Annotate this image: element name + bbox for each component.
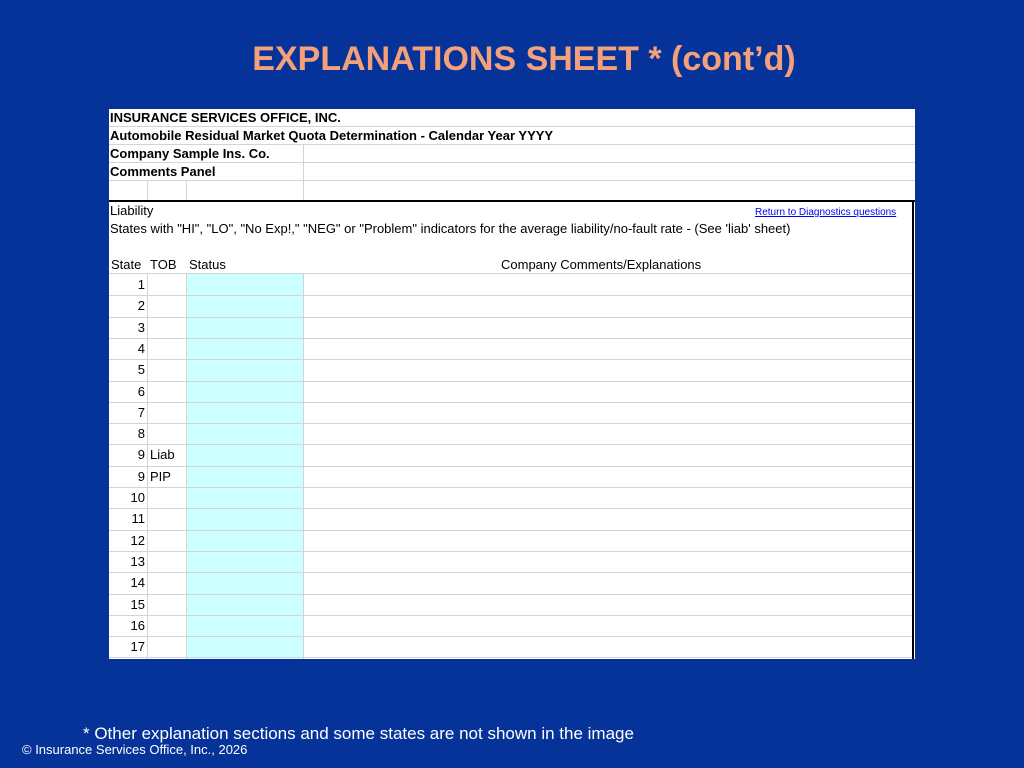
grid-line: [147, 180, 148, 200]
state-cell: 6: [137, 383, 145, 399]
grid-line: [109, 126, 915, 127]
report-title: Automobile Residual Market Quota Determination - Calendar Year YYYY: [110, 128, 554, 143]
grid-line: [303, 273, 304, 659]
grid-line: [147, 273, 148, 659]
state-cell: 10: [130, 490, 145, 505]
panel-name: Comments Panel: [110, 164, 216, 179]
grid-line: [109, 444, 912, 445]
state-cell: 9: [137, 447, 145, 463]
state-cell: 8: [137, 426, 145, 442]
grid-line: [186, 180, 187, 200]
state-cell: 4: [137, 340, 145, 356]
grid-line: [109, 636, 912, 637]
grid-line: [109, 295, 912, 296]
grid-line: [109, 144, 915, 145]
grid-line: [109, 551, 912, 552]
indicator-note: States with "HI", "LO", "No Exp!," "NEG" or "Problem" indicators for the average liability/no-fault rate - (See 'liab' sheet): [110, 221, 791, 236]
state-cell: 16: [130, 617, 145, 633]
section-border-right: [912, 200, 914, 659]
column-header-status: Status: [189, 257, 226, 272]
grid-line: [303, 144, 304, 200]
state-cell: 5: [137, 362, 145, 378]
state-cell: 14: [130, 575, 145, 591]
state-cell: 3: [137, 319, 145, 335]
company-name: Company Sample Ins. Co.: [110, 146, 270, 161]
state-cell: 9: [137, 468, 145, 484]
state-cell: 7: [137, 404, 145, 420]
grid-line: [109, 338, 912, 339]
state-cell: 11: [131, 511, 145, 527]
grid-line: [109, 180, 915, 181]
grid-line: [109, 317, 912, 318]
section-border-top: [109, 200, 915, 202]
grid-line: [109, 508, 912, 509]
state-cell: 12: [130, 532, 145, 548]
tob-cell: Liab: [150, 447, 175, 463]
grid-line: [109, 657, 912, 658]
grid-line: [109, 594, 912, 595]
column-header-state: State: [111, 257, 142, 272]
state-cell: 2: [137, 298, 145, 314]
grid-line: [109, 423, 912, 424]
grid-line: [109, 615, 912, 616]
grid-line: [109, 487, 912, 488]
column-header-tob: TOB: [150, 257, 177, 272]
state-cell: 13: [130, 553, 145, 569]
section-label: Liability: [110, 203, 154, 218]
grid-line: [109, 402, 912, 403]
grid-line: [109, 381, 912, 382]
state-cell: 1: [137, 277, 145, 292]
spreadsheet-image: [109, 109, 915, 659]
company-header: INSURANCE SERVICES OFFICE, INC.: [110, 110, 341, 125]
return-link[interactable]: Return to Diagnostics questions: [755, 207, 897, 218]
grid-line: [109, 359, 912, 360]
grid-line: [109, 572, 912, 573]
tob-cell: PIP: [150, 468, 171, 484]
grid-line: [109, 273, 912, 274]
grid-line: [109, 466, 912, 467]
grid-line: [186, 273, 187, 659]
grid-line: [109, 162, 915, 163]
footnote: * Other explanation sections and some states are not shown in the image: [83, 724, 634, 743]
state-cell: 17: [130, 639, 145, 655]
column-header-comments: Company Comments/Explanations: [501, 257, 702, 272]
grid-line: [109, 530, 912, 531]
slide-title: EXPLANATIONS SHEET * (cont’d): [252, 40, 796, 78]
state-cell: 15: [130, 596, 145, 612]
copyright: © Insurance Services Office, Inc., 2026: [22, 742, 248, 757]
